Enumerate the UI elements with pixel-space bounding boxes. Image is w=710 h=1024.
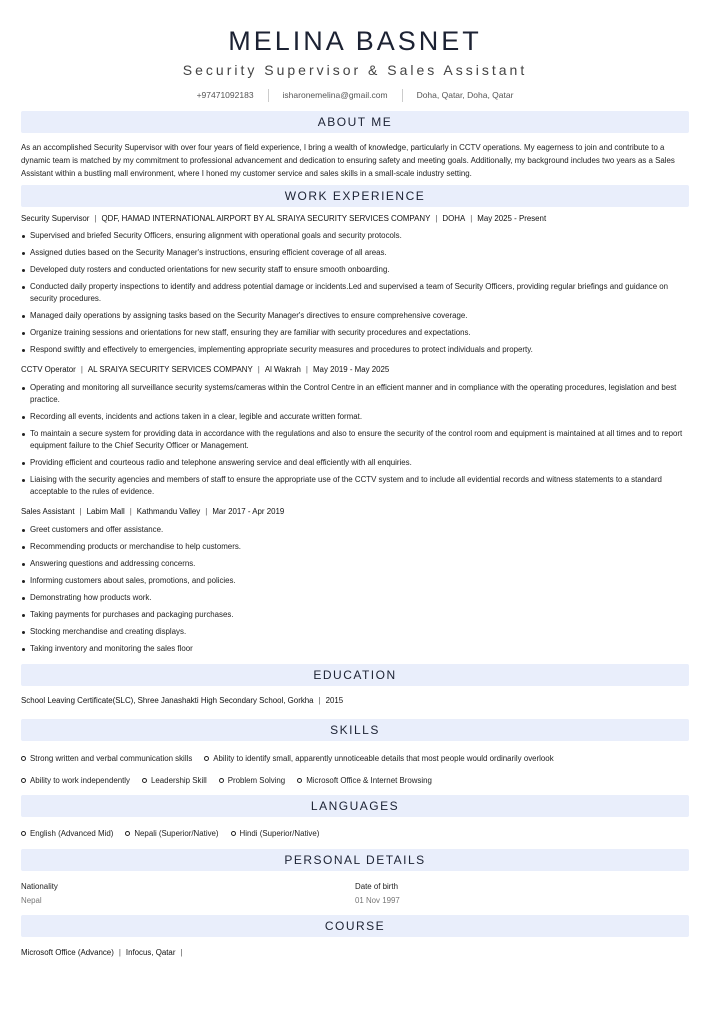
job-title: CCTV Operator xyxy=(21,365,76,374)
job-bullets xyxy=(21,382,689,498)
list-item: Recording all events, incidents and actions taken in a clear, legible and accurate written format. xyxy=(21,411,689,423)
skills-row xyxy=(21,751,689,765)
job-title: Sales Assistant xyxy=(21,507,75,516)
bullet-dot-icon xyxy=(21,778,26,783)
job-company: Labim Mall xyxy=(86,507,125,516)
course-entry: Microsoft Office (Advance) | Infocus, Qatar | xyxy=(21,948,183,957)
job-bullets xyxy=(21,230,689,356)
job-dates: May 2019 - May 2025 xyxy=(312,365,390,374)
bullet-dot-icon xyxy=(21,831,26,836)
skill-chip: Microsoft Office & Internet Browsing xyxy=(297,773,432,787)
job-location: Kathmandu Valley xyxy=(136,507,201,516)
language-chip: English (Advanced Mid) xyxy=(21,826,113,840)
list-item: Supervised and briefed Security Officers, ensuring alignment with operational goals and security protocols. xyxy=(21,230,689,242)
location: Doha, Qatar, Doha, Qatar xyxy=(416,90,514,100)
list-item: Demonstrating how products work. xyxy=(21,592,689,604)
list-item: Developed duty rosters and conducted orientations for new security staff to ensure smooth onboarding. xyxy=(21,264,689,276)
course-provider: Infocus, Qatar xyxy=(125,948,176,957)
job-title: Security Supervisor xyxy=(21,214,90,223)
job-entry xyxy=(21,505,689,655)
section-heading-course: COURSE xyxy=(21,915,689,937)
contact-bar xyxy=(21,88,689,102)
job-entry xyxy=(21,212,689,356)
list-item: Operating and monitoring all surveillance security systems/cameras within the Control Centre in an efficient manner and in compliance with the operating procedures, legislation and best practice. xyxy=(21,382,689,406)
bullet-dot-icon xyxy=(125,831,130,836)
skill-chip: Ability to identify small, apparently unnoticeable details that most people would ordinarily overlook xyxy=(204,751,553,765)
skills-row xyxy=(21,773,689,787)
list-item: Providing efficient and courteous radio and telephone answering service and deal efficiently with all enquiries. xyxy=(21,457,689,469)
job-header: Security Supervisor | QDF, HAMAD INTERNATIONAL AIRPORT BY AL SRAIYA SECURITY SERVICES COMPANY | DOHA | May 2025 - Present xyxy=(21,214,547,223)
list-item: Taking inventory and monitoring the sales floor xyxy=(21,643,689,655)
job-bullets xyxy=(21,524,689,655)
job-company: QDF, HAMAD INTERNATIONAL AIRPORT BY AL SRAIYA SECURITY SERVICES COMPANY xyxy=(101,214,431,223)
list-item: Managed daily operations by assigning tasks based on the Security Manager's directives to ensure comprehensive coverage. xyxy=(21,310,689,322)
section-heading-skills: SKILLS xyxy=(21,719,689,741)
candidate-title: Security Supervisor & Sales Assistant xyxy=(182,62,528,78)
list-item: Stocking merchandise and creating displays. xyxy=(21,626,689,638)
bullet-dot-icon xyxy=(142,778,147,783)
job-entry xyxy=(21,363,689,498)
about-summary: As an accomplished Security Supervisor with over four years of field experience, I bring a wealth of knowledge, particularly in CCTV operations. My eagerness to join and contribute to a dynamic team is matched by my commitment to professional advancement and dedication to ensuring safety and meeting goals. Additionally, my background includes two years as a Sales Assistant within a bustling mall environment, where I honed my customer service and sales skills in a small-scale industry setting. xyxy=(21,143,675,178)
list-item: Answering questions and addressing concerns. xyxy=(21,558,689,570)
dob-block xyxy=(355,880,689,908)
job-location: DOHA xyxy=(442,214,466,223)
section-heading-experience: WORK EXPERIENCE xyxy=(21,185,689,207)
list-item: Organize training sessions and orientations for new staff, ensuring they are familiar with security procedures and expectations. xyxy=(21,327,689,339)
personal-details xyxy=(21,880,689,908)
education-school: School Leaving Certificate(SLC), Shree Janashakti High Secondary School, Gorkha xyxy=(21,696,314,705)
bullet-dot-icon xyxy=(204,756,209,761)
list-item: To maintain a secure system for providing data in accordance with the regulations and also to ensure the security of the control room and equipment is maintained at all times and to report equipment failure to the Chief Security Officer or Management. xyxy=(21,428,689,452)
section-heading-education: EDUCATION xyxy=(21,664,689,686)
list-item: Assigned duties based on the Security Manager's instructions, ensuring efficient coverage of all areas. xyxy=(21,247,689,259)
skill-chip: Leadership Skill xyxy=(142,773,207,787)
list-item: Taking payments for purchases and packaging purchases. xyxy=(21,609,689,621)
skill-chip: Ability to work independently xyxy=(21,773,130,787)
list-item: Respond swiftly and effectively to emergencies, implementing appropriate security measures and procedures to protect individuals and property. xyxy=(21,344,689,356)
bullet-dot-icon xyxy=(219,778,224,783)
job-dates: May 2025 - Present xyxy=(477,214,547,223)
phone-number: +97471092183 xyxy=(196,90,254,100)
list-item: Liaising with the security agencies and members of staff to ensure the appropriate use of the CCTV system and to include all evidential records and witness statements to a standard acceptable to the rules of evidence. xyxy=(21,474,689,498)
job-company: AL SRAIYA SECURITY SERVICES COMPANY xyxy=(87,365,253,374)
language-chip: Hindi (Superior/Native) xyxy=(231,826,320,840)
bullet-dot-icon xyxy=(231,831,236,836)
section-heading-personal: PERSONAL DETAILS xyxy=(21,849,689,871)
bullet-dot-icon xyxy=(21,756,26,761)
list-item: Greet customers and offer assistance. xyxy=(21,524,689,536)
language-chip: Nepali (Superior/Native) xyxy=(125,826,218,840)
dob-label: Date of birth xyxy=(355,882,398,891)
list-item: Conducted daily property inspections to identify and address potential damage or incidents.Led and supervised a team of Security Officers, providing regular briefings and guidance on security procedures. xyxy=(21,281,689,305)
education-entry: School Leaving Certificate(SLC), Shree Janashakti High Secondary School, Gorkha | 2015 xyxy=(21,696,344,705)
candidate-name: MELINA BASNET xyxy=(228,26,482,56)
education-year: 2015 xyxy=(325,696,344,705)
course-name: Microsoft Office (Advance) xyxy=(21,948,114,957)
job-dates: Mar 2017 - Apr 2019 xyxy=(212,507,285,516)
skill-chip: Strong written and verbal communication skills xyxy=(21,751,192,765)
section-heading-languages: LANGUAGES xyxy=(21,795,689,817)
section-heading-about: ABOUT ME xyxy=(21,111,689,133)
list-item: Informing customers about sales, promotions, and policies. xyxy=(21,575,689,587)
job-location: Al Wakrah xyxy=(264,365,301,374)
skill-chip: Problem Solving xyxy=(219,773,285,787)
job-header: Sales Assistant | Labim Mall | Kathmandu Valley | Mar 2017 - Apr 2019 xyxy=(21,507,285,516)
dob-value: 01 Nov 1997 xyxy=(355,896,400,905)
nationality-label: Nationality xyxy=(21,882,58,891)
bullet-dot-icon xyxy=(297,778,302,783)
job-header: CCTV Operator | AL SRAIYA SECURITY SERVICES COMPANY | Al Wakrah | May 2019 - May 2025 xyxy=(21,365,390,374)
nationality-block xyxy=(21,880,355,908)
list-item: Recommending products or merchandise to help customers. xyxy=(21,541,689,553)
languages-row xyxy=(21,826,689,840)
email-address: isharonemelina@gmail.com xyxy=(282,90,388,100)
resume-page xyxy=(21,0,689,960)
nationality-value: Nepal xyxy=(21,896,42,905)
